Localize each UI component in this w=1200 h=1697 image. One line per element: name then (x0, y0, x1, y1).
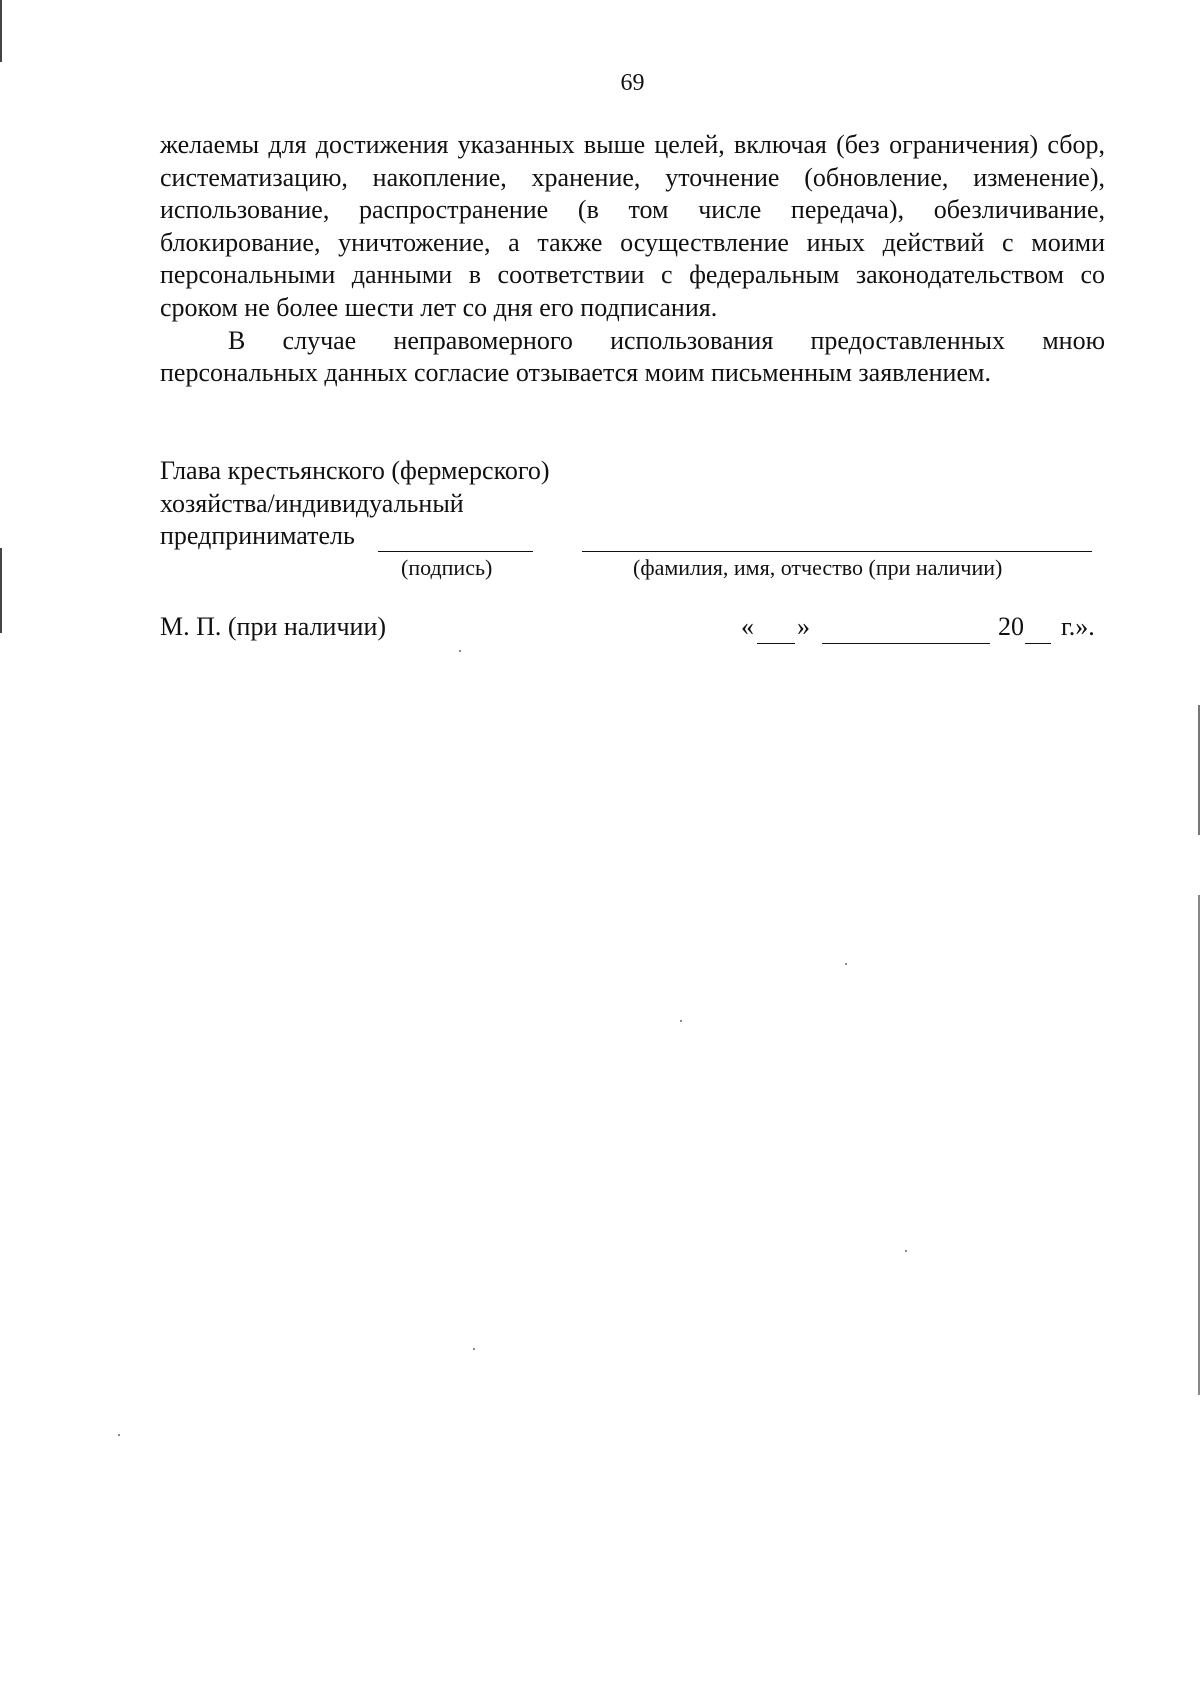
position-line: Глава крестьянского (фермерского) (160, 456, 550, 485)
signatory-position (160, 455, 550, 553)
paragraph-processing-scope: желаемы для достижения указанных выше целей, включая (без ограничения) сбор, систематизацию, накопление, хранение, уточнение (обновление, изменение), использование, распространение (в том числе передача), обезличивание, блокирование, уничтожение, а также осуществление иных действий с моими персональными данными в соответствии с федеральным законодательством со сроком не более шести лет со дня его подписания. (160, 130, 1105, 322)
scan-edge-mid-left (0, 548, 2, 633)
paragraph-revocation: В случае неправомерного использования предоставленных мною персональных данных согласие отзывается моим письменным заявлением. (160, 325, 1105, 388)
scan-speck (680, 1020, 682, 1022)
year-suffix: г.». (1061, 612, 1095, 641)
position-line: предприниматель (160, 521, 355, 551)
stamp-label: М. П. (при наличии) (160, 612, 387, 641)
page-number: 69 (620, 70, 645, 96)
full-name-caption: (фамилия, имя, отчество (при наличии) (633, 555, 1003, 580)
date-open-quote: « (741, 612, 754, 641)
day-blank (757, 643, 795, 644)
full-name-line (582, 551, 1092, 552)
signature-caption: (подпись) (401, 555, 493, 580)
scan-speck (118, 1434, 120, 1436)
month-blank (822, 643, 990, 644)
date-close-quote: » (797, 612, 810, 641)
signature-line (378, 551, 533, 552)
year-prefix: 20 (998, 612, 1024, 641)
scan-speck (905, 1250, 907, 1252)
scan-edge-top-left (0, 0, 2, 62)
scan-speck (845, 963, 847, 965)
position-line: хозяйства/индивидуальный (160, 488, 464, 518)
scan-speck (459, 650, 461, 652)
consent-text (160, 129, 1105, 390)
scan-speck (473, 1348, 475, 1350)
year-blank (1025, 643, 1051, 644)
